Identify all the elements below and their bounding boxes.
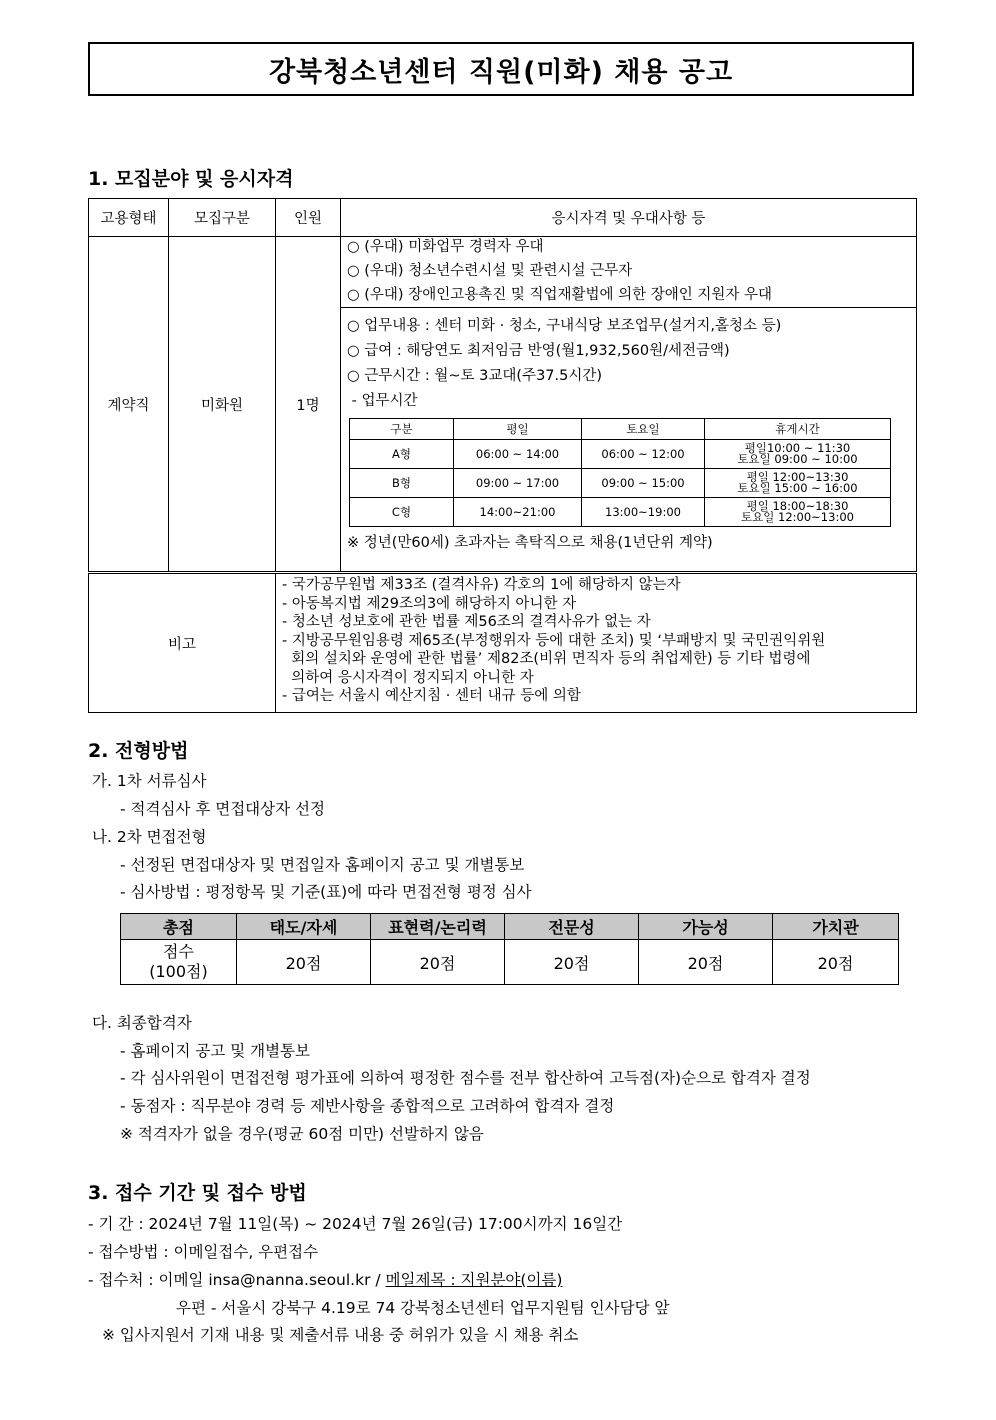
retirement-note: ※ 정년(만60세) 초과자는 촉탁직으로 채용(1년단위 계약) — [347, 535, 713, 551]
postal-address: 우편 - 서울시 강북구 4.19로 74 강북청소년센터 업무지원팀 인사담당 앞 — [176, 1299, 670, 1317]
step-text: - 선정된 면접대상자 및 면접일자 홈페이지 공고 및 개별통보 — [120, 856, 525, 874]
saturday-hours: 13:00~19:00 — [582, 498, 705, 527]
schedule-header: 평일 — [454, 419, 582, 440]
step-text: - 심사방법 : 평정항목 및 기준(표)에 따라 면접전형 평정 심사 — [120, 883, 532, 901]
recruitment-table — [88, 198, 917, 713]
remark-item: 의하여 응시자격이 정지되지 아니한 자 — [282, 669, 534, 686]
step-interview: 나. 2차 면접전형 — [92, 828, 207, 846]
score-header: 표현력/논리력 — [371, 914, 505, 940]
break-time — [705, 469, 891, 498]
preference-item: ○ (우대) 장애인고용촉진 및 직업재활법에 의한 장애인 지원자 우대 — [347, 287, 773, 303]
application-place — [88, 1268, 562, 1290]
score-header: 가능성 — [639, 914, 773, 940]
step-document-review: 가. 1차 서류심사 — [92, 772, 207, 790]
schedule-header: 토요일 — [582, 419, 705, 440]
section2-heading: 2. 전형방법 — [88, 740, 189, 762]
step-text: - 각 심사위원이 면접전형 평가표에 의하여 평정한 점수를 전부 합산하여 고득점(자)순으로 합격자 결정 — [120, 1069, 811, 1087]
preference-item: ○ (우대) 청소년수련시설 및 관련시설 근무자 — [347, 263, 633, 279]
shift-type: B형 — [350, 469, 454, 498]
schedule-row — [350, 440, 891, 469]
score-total-cell — [121, 940, 237, 985]
header-employment-type: 고용형태 — [89, 199, 169, 237]
score-header: 태도/자세 — [237, 914, 371, 940]
break-saturday: 토요일 15:00 ~ 16:00 — [737, 481, 858, 495]
score-header: 전문성 — [505, 914, 639, 940]
break-saturday: 토요일 12:00~13:00 — [741, 510, 854, 524]
remark-item: - 국가공무원법 제33조 (결격사유) 각호의 1에 해당하지 않는자 — [282, 577, 681, 593]
score-value: 20점 — [773, 940, 899, 985]
remark-item: - 청소년 성보호에 관한 법률 제56조의 결격사유가 없는 자 — [282, 614, 651, 630]
email-subject: 메일제목 : 지원분야(이름) — [385, 1271, 563, 1289]
header-qualifications: 응시자격 및 우대사항 등 — [341, 199, 917, 237]
schedule-row — [350, 469, 891, 498]
detail-item: ○ 급여 : 해당연도 최저임금 반영(월1,932,560원/세전금액) — [347, 343, 730, 359]
step-text: - 동점자 : 직무분야 경력 등 제반사항을 종합적으로 고려하여 합격자 결정 — [120, 1097, 615, 1115]
step-note: ※ 적격자가 없을 경우(평균 60점 미만) 선발하지 않음 — [120, 1125, 484, 1143]
schedule-header: 휴게시간 — [705, 419, 891, 440]
break-weekday: 평일10:00 ~ 11:30 — [744, 441, 851, 455]
score-value: 20점 — [505, 940, 639, 985]
break-weekday: 평일 18:00~18:30 — [746, 499, 849, 513]
schedule-table — [349, 418, 891, 527]
header-category: 모집구분 — [169, 199, 276, 237]
remarks-cell — [276, 573, 917, 713]
email-address: - 접수처 : 이메일 insa@nanna.seoul.kr / — [88, 1271, 386, 1289]
preferences-cell — [341, 237, 917, 308]
score-table — [120, 913, 899, 985]
employment-type: 계약직 — [89, 237, 169, 573]
application-method: - 접수방법 : 이메일접수, 우편접수 — [88, 1243, 319, 1261]
page-title: 강북청소년센터 직원(미화) 채용 공고 — [88, 42, 914, 96]
break-time — [705, 498, 891, 527]
remark-item: - 급여는 서울시 예산지침 · 센터 내규 등에 의함 — [282, 688, 581, 704]
section3-heading: 3. 접수 기간 및 접수 방법 — [88, 1182, 307, 1204]
category: 미화원 — [169, 237, 276, 573]
section1-heading: 1. 모집분야 및 응시자격 — [88, 168, 294, 190]
application-period: - 기 간 : 2024년 7월 11일(목) ~ 2024년 7월 26일(금) 17:00시까지 16일간 — [88, 1215, 623, 1233]
detail-item: - 업무시간 — [347, 393, 418, 409]
header-headcount: 인원 — [276, 199, 341, 237]
score-header: 가치관 — [773, 914, 899, 940]
headcount: 1명 — [276, 237, 341, 573]
score-label: 점수 — [163, 942, 194, 961]
weekday-hours: 09:00 ~ 17:00 — [454, 469, 582, 498]
weekday-hours: 06:00 ~ 14:00 — [454, 440, 582, 469]
remark-item: - 지방공무원임용령 제65조(부정행위자 등에 대한 조치) 및 ‘부패방지 및 국민권익위원 — [282, 632, 826, 649]
remarks-label: 비고 — [89, 573, 276, 713]
preference-item: ○ (우대) 미화업무 경력자 우대 — [347, 239, 544, 255]
break-time — [705, 440, 891, 469]
step-text: - 적격심사 후 면접대상자 선정 — [120, 800, 325, 818]
schedule-header: 구분 — [350, 419, 454, 440]
weekday-hours: 14:00~21:00 — [454, 498, 582, 527]
shift-type: C형 — [350, 498, 454, 527]
saturday-hours: 06:00 ~ 12:00 — [582, 440, 705, 469]
detail-item: ○ 근무시간 : 월~토 3교대(주37.5시간) — [347, 368, 603, 384]
cancellation-note: ※ 입사지원서 기재 내용 및 제출서류 내용 중 허위가 있을 시 채용 취소 — [102, 1326, 579, 1344]
score-value: 20점 — [639, 940, 773, 985]
score-header: 총점 — [121, 914, 237, 940]
break-weekday: 평일 12:00~13:30 — [746, 470, 849, 484]
step-text: - 홈페이지 공고 및 개별통보 — [120, 1042, 311, 1060]
break-saturday: 토요일 09:00 ~ 10:00 — [737, 452, 858, 466]
shift-type: A형 — [350, 440, 454, 469]
step-final: 다. 최종합격자 — [92, 1014, 192, 1032]
detail-item: ○ 업무내용 : 센터 미화 · 청소, 구내식당 보조업무(설거지,홀청소 등) — [347, 318, 782, 334]
schedule-row — [350, 498, 891, 527]
remark-item: - 아동복지법 제29조의3에 해당하지 아니한 자 — [282, 595, 577, 612]
score-value: 20점 — [237, 940, 371, 985]
saturday-hours: 09:00 ~ 15:00 — [582, 469, 705, 498]
score-total: (100점) — [149, 962, 208, 981]
details-cell — [341, 308, 917, 573]
remark-item: 회의 설치와 운영에 관한 법률’ 제82조(비위 면직자 등의 취업제한) 등 기타 법령에 — [282, 651, 811, 667]
score-value: 20점 — [371, 940, 505, 985]
